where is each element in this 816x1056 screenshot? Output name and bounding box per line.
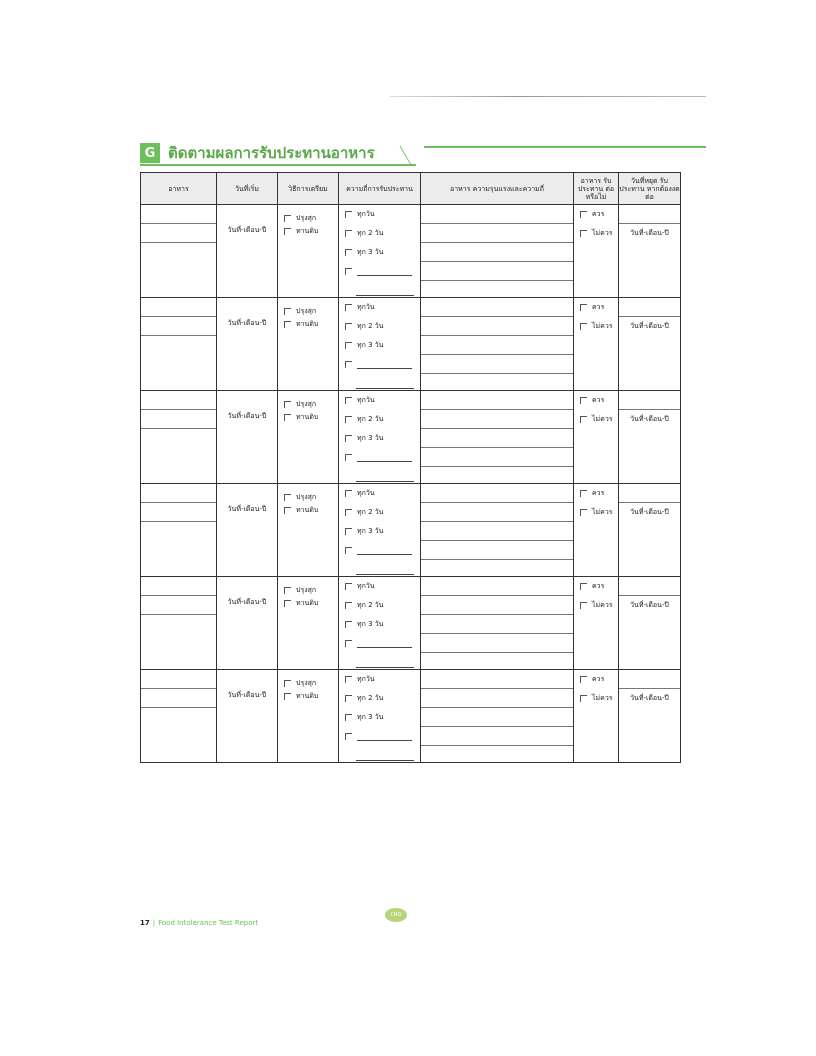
table-row — [141, 391, 681, 484]
severity-line[interactable] — [421, 448, 573, 467]
freq-2days[interactable]: ทุก 2 วัน — [339, 224, 420, 243]
checkbox-icon[interactable] — [580, 230, 587, 237]
freq-2days[interactable]: ทุก 2 วัน — [339, 596, 420, 615]
continue-yes[interactable]: ควร — [574, 670, 618, 689]
checkbox-icon[interactable] — [284, 693, 291, 700]
stop-field[interactable] — [619, 484, 680, 503]
freq-2days[interactable]: ทุก 2 วัน — [339, 503, 420, 522]
checkbox-icon[interactable] — [345, 695, 352, 702]
severity-line[interactable] — [421, 391, 573, 410]
checkbox-icon[interactable] — [345, 454, 352, 461]
checkbox-icon[interactable] — [345, 676, 352, 683]
continue-yes[interactable]: ควร — [574, 577, 618, 596]
footer-title: Food Intolerance Test Report — [158, 919, 259, 927]
other-field[interactable] — [357, 639, 412, 648]
start-date[interactable]: วันที่-เดือน-ปี — [227, 319, 267, 327]
other-field[interactable] — [356, 746, 414, 761]
freq-3days[interactable]: ทุก 3 วัน — [339, 429, 420, 448]
section-badge: G — [140, 143, 160, 163]
severity-line[interactable] — [421, 577, 573, 596]
table-row — [141, 205, 681, 298]
continue-no[interactable]: ไม่ควร — [574, 317, 618, 336]
other-field[interactable] — [356, 467, 414, 482]
severity-line[interactable] — [421, 355, 573, 374]
continue-yes[interactable]: ควร — [574, 298, 618, 317]
food-field[interactable] — [141, 484, 216, 503]
checkbox-icon[interactable] — [284, 228, 291, 235]
stop-field[interactable] — [619, 298, 680, 317]
freq-2days[interactable]: ทุก 2 วัน — [339, 317, 420, 336]
checkbox-icon[interactable] — [284, 494, 291, 501]
freq-3days[interactable]: ทุก 3 วัน — [339, 336, 420, 355]
other-field[interactable] — [356, 653, 414, 668]
prep-raw[interactable]: ทานดิบ — [278, 408, 338, 427]
other-field[interactable] — [356, 560, 414, 575]
section-header — [140, 142, 375, 164]
freq-daily[interactable]: ทุกวัน — [339, 298, 420, 317]
freq-other[interactable] — [339, 355, 420, 374]
prep-cooked[interactable]: ปรุงสุก — [278, 581, 338, 600]
checkbox-icon[interactable] — [580, 416, 587, 423]
freq-daily[interactable]: ทุกวัน — [339, 391, 420, 410]
start-date[interactable]: วันที่-เดือน-ปี — [227, 412, 267, 420]
continue-no[interactable]: ไม่ควร — [574, 410, 618, 429]
stop-field[interactable] — [619, 391, 680, 410]
table-row — [141, 577, 681, 670]
severity-line[interactable] — [421, 541, 573, 560]
severity-line[interactable] — [421, 336, 573, 355]
severity-line[interactable] — [421, 484, 573, 503]
severity-line[interactable] — [421, 615, 573, 634]
severity-line[interactable] — [421, 410, 573, 429]
freq-2days[interactable]: ทุก 2 วัน — [339, 689, 420, 708]
stop-date[interactable]: วันที่-เดือน-ปี — [630, 508, 669, 516]
table-row — [141, 298, 681, 391]
green-rule — [140, 164, 416, 166]
checkbox-icon[interactable] — [345, 528, 352, 535]
food-field[interactable] — [141, 577, 216, 596]
checkbox-icon[interactable] — [580, 397, 587, 404]
stop-field[interactable] — [619, 670, 680, 689]
checkbox-icon[interactable] — [284, 321, 291, 328]
checkbox-icon[interactable] — [345, 249, 352, 256]
other-field[interactable] — [357, 546, 412, 555]
prep-raw[interactable]: ทานดิบ — [278, 687, 338, 706]
checkbox-icon[interactable] — [345, 304, 352, 311]
severity-line[interactable] — [421, 262, 573, 281]
checkbox-icon[interactable] — [284, 587, 291, 594]
prep-raw[interactable]: ทานดิบ — [278, 315, 338, 334]
checkbox-icon[interactable] — [345, 583, 352, 590]
stop-date[interactable]: วันที่-เดือน-ปี — [630, 601, 669, 609]
severity-line[interactable] — [421, 727, 573, 746]
prep-raw[interactable]: ทานดิบ — [278, 594, 338, 613]
food-field[interactable] — [141, 503, 216, 522]
checkbox-icon[interactable] — [345, 435, 352, 442]
prep-cooked[interactable]: ปรุงสุก — [278, 488, 338, 507]
stop-date[interactable]: วันที่-เดือน-ปี — [630, 415, 669, 423]
table-row — [141, 670, 681, 763]
continue-yes[interactable]: ควร — [574, 484, 618, 503]
severity-line[interactable] — [421, 243, 573, 262]
prep-raw[interactable]: ทานดิบ — [278, 222, 338, 241]
severity-line[interactable] — [421, 317, 573, 336]
freq-3days[interactable]: ทุก 3 วัน — [339, 708, 420, 727]
freq-3days[interactable]: ทุก 3 วัน — [339, 243, 420, 262]
checkbox-icon[interactable] — [284, 507, 291, 514]
column-header: อาหาร — [141, 173, 217, 205]
checkbox-icon[interactable] — [345, 416, 352, 423]
freq-daily[interactable]: ทุกวัน — [339, 484, 420, 503]
checkbox-icon[interactable] — [580, 509, 587, 516]
prep-cooked[interactable]: ปรุงสุก — [278, 209, 338, 228]
food-field[interactable] — [141, 410, 216, 429]
checkbox-icon[interactable] — [345, 268, 352, 275]
food-field[interactable] — [141, 317, 216, 336]
freq-2days[interactable]: ทุก 2 วัน — [339, 410, 420, 429]
other-field[interactable] — [357, 267, 412, 276]
column-header: ความถี่การรับประทาน — [339, 173, 421, 205]
checkbox-icon[interactable] — [580, 676, 587, 683]
checkbox-icon[interactable] — [580, 490, 587, 497]
prep-cooked[interactable]: ปรุงสุก — [278, 302, 338, 321]
checkbox-icon[interactable] — [345, 733, 352, 740]
continue-no[interactable]: ไม่ควร — [574, 224, 618, 243]
freq-other[interactable] — [339, 262, 420, 281]
checkbox-icon[interactable] — [345, 342, 352, 349]
continue-yes[interactable]: ควร — [574, 391, 618, 410]
stop-date[interactable]: วันที่-เดือน-ปี — [630, 694, 669, 702]
table-row — [141, 484, 681, 577]
stop-date[interactable]: วันที่-เดือน-ปี — [630, 322, 669, 330]
freq-other[interactable] — [339, 541, 420, 560]
top-rule — [390, 96, 706, 97]
footer: 17 | Food Intolerance Test Report — [140, 919, 259, 927]
checkbox-icon[interactable] — [345, 361, 352, 368]
food-field[interactable] — [141, 224, 216, 243]
severity-line[interactable] — [421, 224, 573, 243]
severity-line[interactable] — [421, 596, 573, 615]
continue-no[interactable]: ไม่ควร — [574, 689, 618, 708]
food-field[interactable] — [141, 298, 216, 317]
green-rule-upper — [424, 146, 706, 148]
other-field[interactable] — [356, 281, 414, 296]
checkbox-icon[interactable] — [345, 640, 352, 647]
freq-daily[interactable]: ทุกวัน — [339, 577, 420, 596]
freq-3days[interactable]: ทุก 3 วัน — [339, 522, 420, 541]
checkbox-icon[interactable] — [345, 509, 352, 516]
checkbox-icon[interactable] — [580, 695, 587, 702]
checkbox-icon[interactable] — [580, 211, 587, 218]
column-header: วิธีการเตรียม — [278, 173, 339, 205]
checkbox-icon[interactable] — [345, 230, 352, 237]
green-rule-slope — [400, 146, 432, 165]
severity-line[interactable] — [421, 634, 573, 653]
start-date[interactable]: วันที่-เดือน-ปี — [227, 226, 267, 234]
checkbox-icon[interactable] — [284, 308, 291, 315]
checkbox-icon[interactable] — [284, 600, 291, 607]
severity-line[interactable] — [421, 670, 573, 689]
checkbox-icon[interactable] — [284, 401, 291, 408]
start-date[interactable]: วันที่-เดือน-ปี — [227, 598, 267, 606]
stop-field[interactable] — [619, 205, 680, 224]
food-field[interactable] — [141, 391, 216, 410]
column-header: วันที่เริ่ม — [217, 173, 278, 205]
checkbox-icon[interactable] — [580, 583, 587, 590]
checkbox-icon[interactable] — [345, 602, 352, 609]
tracking-table — [140, 172, 681, 763]
section-title: ติดตามผลการรับประทานอาหาร — [168, 144, 375, 162]
severity-line[interactable] — [421, 689, 573, 708]
severity-line[interactable] — [421, 708, 573, 727]
stop-field[interactable] — [619, 577, 680, 596]
severity-line[interactable] — [421, 205, 573, 224]
checkbox-icon[interactable] — [345, 323, 352, 330]
severity-line[interactable] — [421, 522, 573, 541]
checkbox-icon[interactable] — [580, 323, 587, 330]
food-field[interactable] — [141, 596, 216, 615]
other-field[interactable] — [357, 732, 412, 741]
checkbox-icon[interactable] — [345, 621, 352, 628]
start-date[interactable]: วันที่-เดือน-ปี — [227, 691, 267, 699]
continue-no[interactable]: ไม่ควร — [574, 503, 618, 522]
checkbox-icon[interactable] — [345, 397, 352, 404]
severity-line[interactable] — [421, 298, 573, 317]
checkbox-icon[interactable] — [580, 304, 587, 311]
other-field[interactable] — [357, 360, 412, 369]
food-field[interactable] — [141, 205, 216, 224]
freq-other[interactable] — [339, 727, 420, 746]
start-date[interactable]: วันที่-เดือน-ปี — [227, 505, 267, 513]
prep-raw[interactable]: ทานดิบ — [278, 501, 338, 520]
continue-no[interactable]: ไม่ควร — [574, 596, 618, 615]
column-header: อาหาร รับประทาน ต่อหรือไม่ — [574, 173, 619, 205]
checkbox-icon[interactable] — [580, 602, 587, 609]
food-field[interactable] — [141, 670, 216, 689]
freq-daily[interactable]: ทุกวัน — [339, 205, 420, 224]
severity-line[interactable] — [421, 503, 573, 522]
cng-logo: CNG — [385, 908, 407, 922]
continue-yes[interactable]: ควร — [574, 205, 618, 224]
checkbox-icon[interactable] — [345, 490, 352, 497]
freq-other[interactable] — [339, 448, 420, 467]
column-header: อาหาร ความรุนแรงและความถี่ — [421, 173, 574, 205]
checkbox-icon[interactable] — [345, 714, 352, 721]
freq-daily[interactable]: ทุกวัน — [339, 670, 420, 689]
stop-date[interactable]: วันที่-เดือน-ปี — [630, 229, 669, 237]
checkbox-icon[interactable] — [345, 211, 352, 218]
freq-3days[interactable]: ทุก 3 วัน — [339, 615, 420, 634]
page-number: 17 — [140, 919, 150, 927]
checkbox-icon[interactable] — [284, 680, 291, 687]
prep-cooked[interactable]: ปรุงสุก — [278, 395, 338, 414]
column-header: วันที่หยุด รับประทาน หากต้องงดต่อ — [619, 173, 681, 205]
checkbox-icon[interactable] — [284, 215, 291, 222]
checkbox-icon[interactable] — [345, 547, 352, 554]
other-field[interactable] — [357, 453, 412, 462]
checkbox-icon[interactable] — [284, 414, 291, 421]
severity-line[interactable] — [421, 429, 573, 448]
other-field[interactable] — [356, 374, 414, 389]
prep-cooked[interactable]: ปรุงสุก — [278, 674, 338, 693]
food-field[interactable] — [141, 689, 216, 708]
freq-other[interactable] — [339, 634, 420, 653]
